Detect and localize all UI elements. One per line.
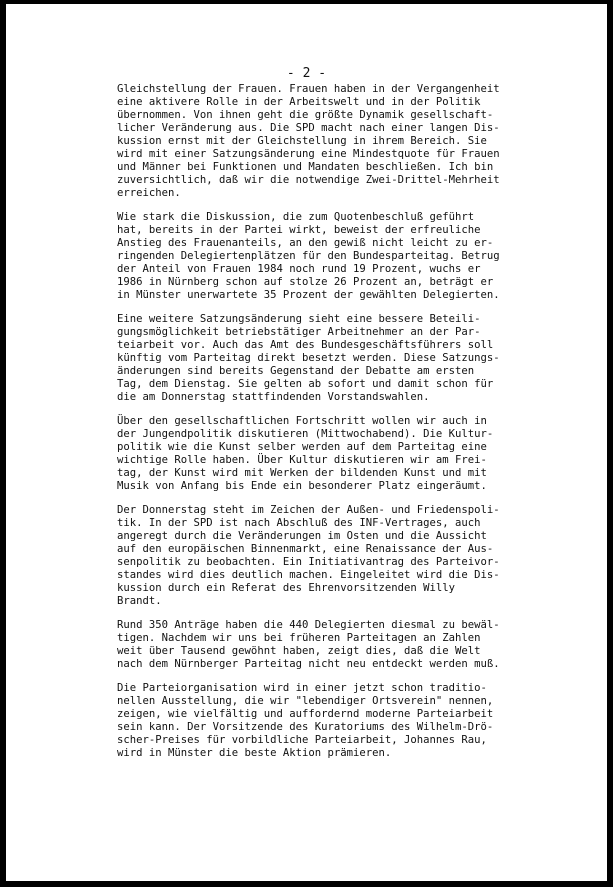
text-line: standes wird dies deutlich machen. Eingeleitet wird die Dis- — [117, 569, 500, 581]
text-line: Über den gesellschaftlichen Fortschritt wollen wir auch in — [117, 415, 487, 427]
text-line: wird in Münster die beste Aktion prämieren. — [117, 747, 392, 759]
text-line: Musik von Anfang bis Ende ein besonderer Platz eingeräumt. — [117, 480, 487, 492]
text-line: Anstieg des Frauenanteils, an den gewiß nicht leicht zu er- — [117, 237, 494, 249]
document-page — [6, 4, 607, 881]
text-line: kussion ernst mit der Gleichstellung in ihrem Bereich. Sie — [117, 135, 487, 147]
text-line: gungsmöglichkeit betriebstätiger Arbeitnehmer an der Par- — [117, 326, 481, 338]
paragraph — [117, 415, 577, 493]
body-text — [117, 83, 577, 771]
paragraph — [117, 619, 577, 671]
text-line: licher Veränderung aus. Die SPD macht nach einer langen Dis- — [117, 122, 500, 134]
text-line: wichtige Rolle haben. Über Kultur diskutieren wir am Frei- — [117, 454, 487, 466]
text-line: in Münster unerwartete 35 Prozent der gewählten Delegierten. — [117, 289, 500, 301]
page-number: - 2 - — [286, 66, 327, 81]
text-line: Rund 350 Anträge haben die 440 Delegierten diesmal zu bewäl- — [117, 619, 500, 631]
text-line: künftig vom Parteitag direkt besetzt werden. Diese Satzungs- — [117, 352, 500, 364]
text-line: nellen Ausstellung, die wir "lebendiger Ortsverein" nennen, — [117, 695, 494, 707]
text-line: teiarbeit vor. Auch das Amt des Bundesgeschäftsführers soll — [117, 339, 494, 351]
text-line: scher-Preises für vorbildliche Parteiarbeit, Johannes Rau, — [117, 734, 487, 746]
text-line: Eine weitere Satzungsänderung sieht eine bessere Beteili- — [117, 313, 481, 325]
text-line: eine aktivere Rolle in der Arbeitswelt und in der Politik — [117, 96, 481, 108]
text-line: 1986 in Nürnberg schon auf stolze 26 Prozent an, beträgt er — [117, 276, 494, 288]
text-line: der Jungendpolitik diskutieren (Mittwochabend). Die Kultur- — [117, 428, 494, 440]
text-line: der Anteil von Frauen 1984 noch rund 19 Prozent, wuchs er — [117, 263, 481, 275]
text-line: Gleichstellung der Frauen. Frauen haben in der Vergangenheit — [117, 83, 500, 95]
text-line: tigen. Nachdem wir uns bei früheren Parteitagen an Zahlen — [117, 632, 481, 644]
paragraph — [117, 211, 577, 302]
text-line: nach dem Nürnberger Parteitag nicht neu entdeckt werden muß. — [117, 658, 500, 670]
text-line: kussion durch ein Referat des Ehrenvorsitzenden Willy — [117, 582, 456, 594]
text-line: auf den europäischen Binnenmarkt, eine Renaissance der Aus- — [117, 543, 494, 555]
text-line: weit über Tausend gewöhnt haben, zeigt dies, daß die Welt — [117, 645, 481, 657]
paragraph — [117, 313, 577, 404]
text-line: Der Donnerstag steht im Zeichen der Außen- und Friedenspoli- — [117, 504, 500, 516]
paragraph — [117, 83, 577, 200]
paragraph — [117, 504, 577, 608]
text-line: Die Parteiorganisation wird in einer jetzt schon traditio- — [117, 682, 487, 694]
text-line: politik wie die Kunst selber werden auf dem Parteitag eine — [117, 441, 487, 453]
text-line: sein kann. Der Vorsitzende des Kuratoriums des Wilhelm-Drö- — [117, 721, 494, 733]
text-line: Wie stark die Diskussion, die zum Quotenbeschluß geführt — [117, 211, 475, 223]
text-line: erreichen. — [117, 187, 181, 199]
text-line: die am Donnerstag stattfindenden Vorstandswahlen. — [117, 391, 430, 403]
text-line: tag, der Kunst wird mit Werken der bildenden Kunst und mit — [117, 467, 487, 479]
text-line: wird mit einer Satzungsänderung eine Mindestquote für Frauen — [117, 148, 500, 160]
text-line: ringenden Delegiertenplätzen für den Bundesparteitag. Betrug — [117, 250, 500, 262]
text-line: Brandt. — [117, 595, 162, 607]
text-line: Tag, dem Dienstag. Sie gelten ab sofort und damit schon für — [117, 378, 494, 390]
text-line: angeregt durch die Veränderungen im Osten und die Aussicht — [117, 530, 487, 542]
text-line: übernommen. Von ihnen geht die größte Dynamik gesellschaft- — [117, 109, 494, 121]
paragraph — [117, 682, 577, 760]
text-line: senpolitik zu beobachten. Ein Initiativantrag des Parteivor- — [117, 556, 500, 568]
text-line: zeigen, wie vielfältig und auffordernd moderne Parteiarbeit — [117, 708, 494, 720]
text-line: und Männer bei Funktionen und Mandaten beschließen. Ich bin — [117, 161, 494, 173]
text-line: tik. In der SPD ist nach Abschluß des INF-Vertrages, auch — [117, 517, 481, 529]
text-line: änderungen sind bereits Gegenstand der Debatte am ersten — [117, 365, 475, 377]
text-line: zuversichtlich, daß wir die notwendige Zwei-Drittel-Mehrheit — [117, 174, 500, 186]
text-line: hat, bereits in der Partei wirkt, beweist der erfreuliche — [117, 224, 481, 236]
